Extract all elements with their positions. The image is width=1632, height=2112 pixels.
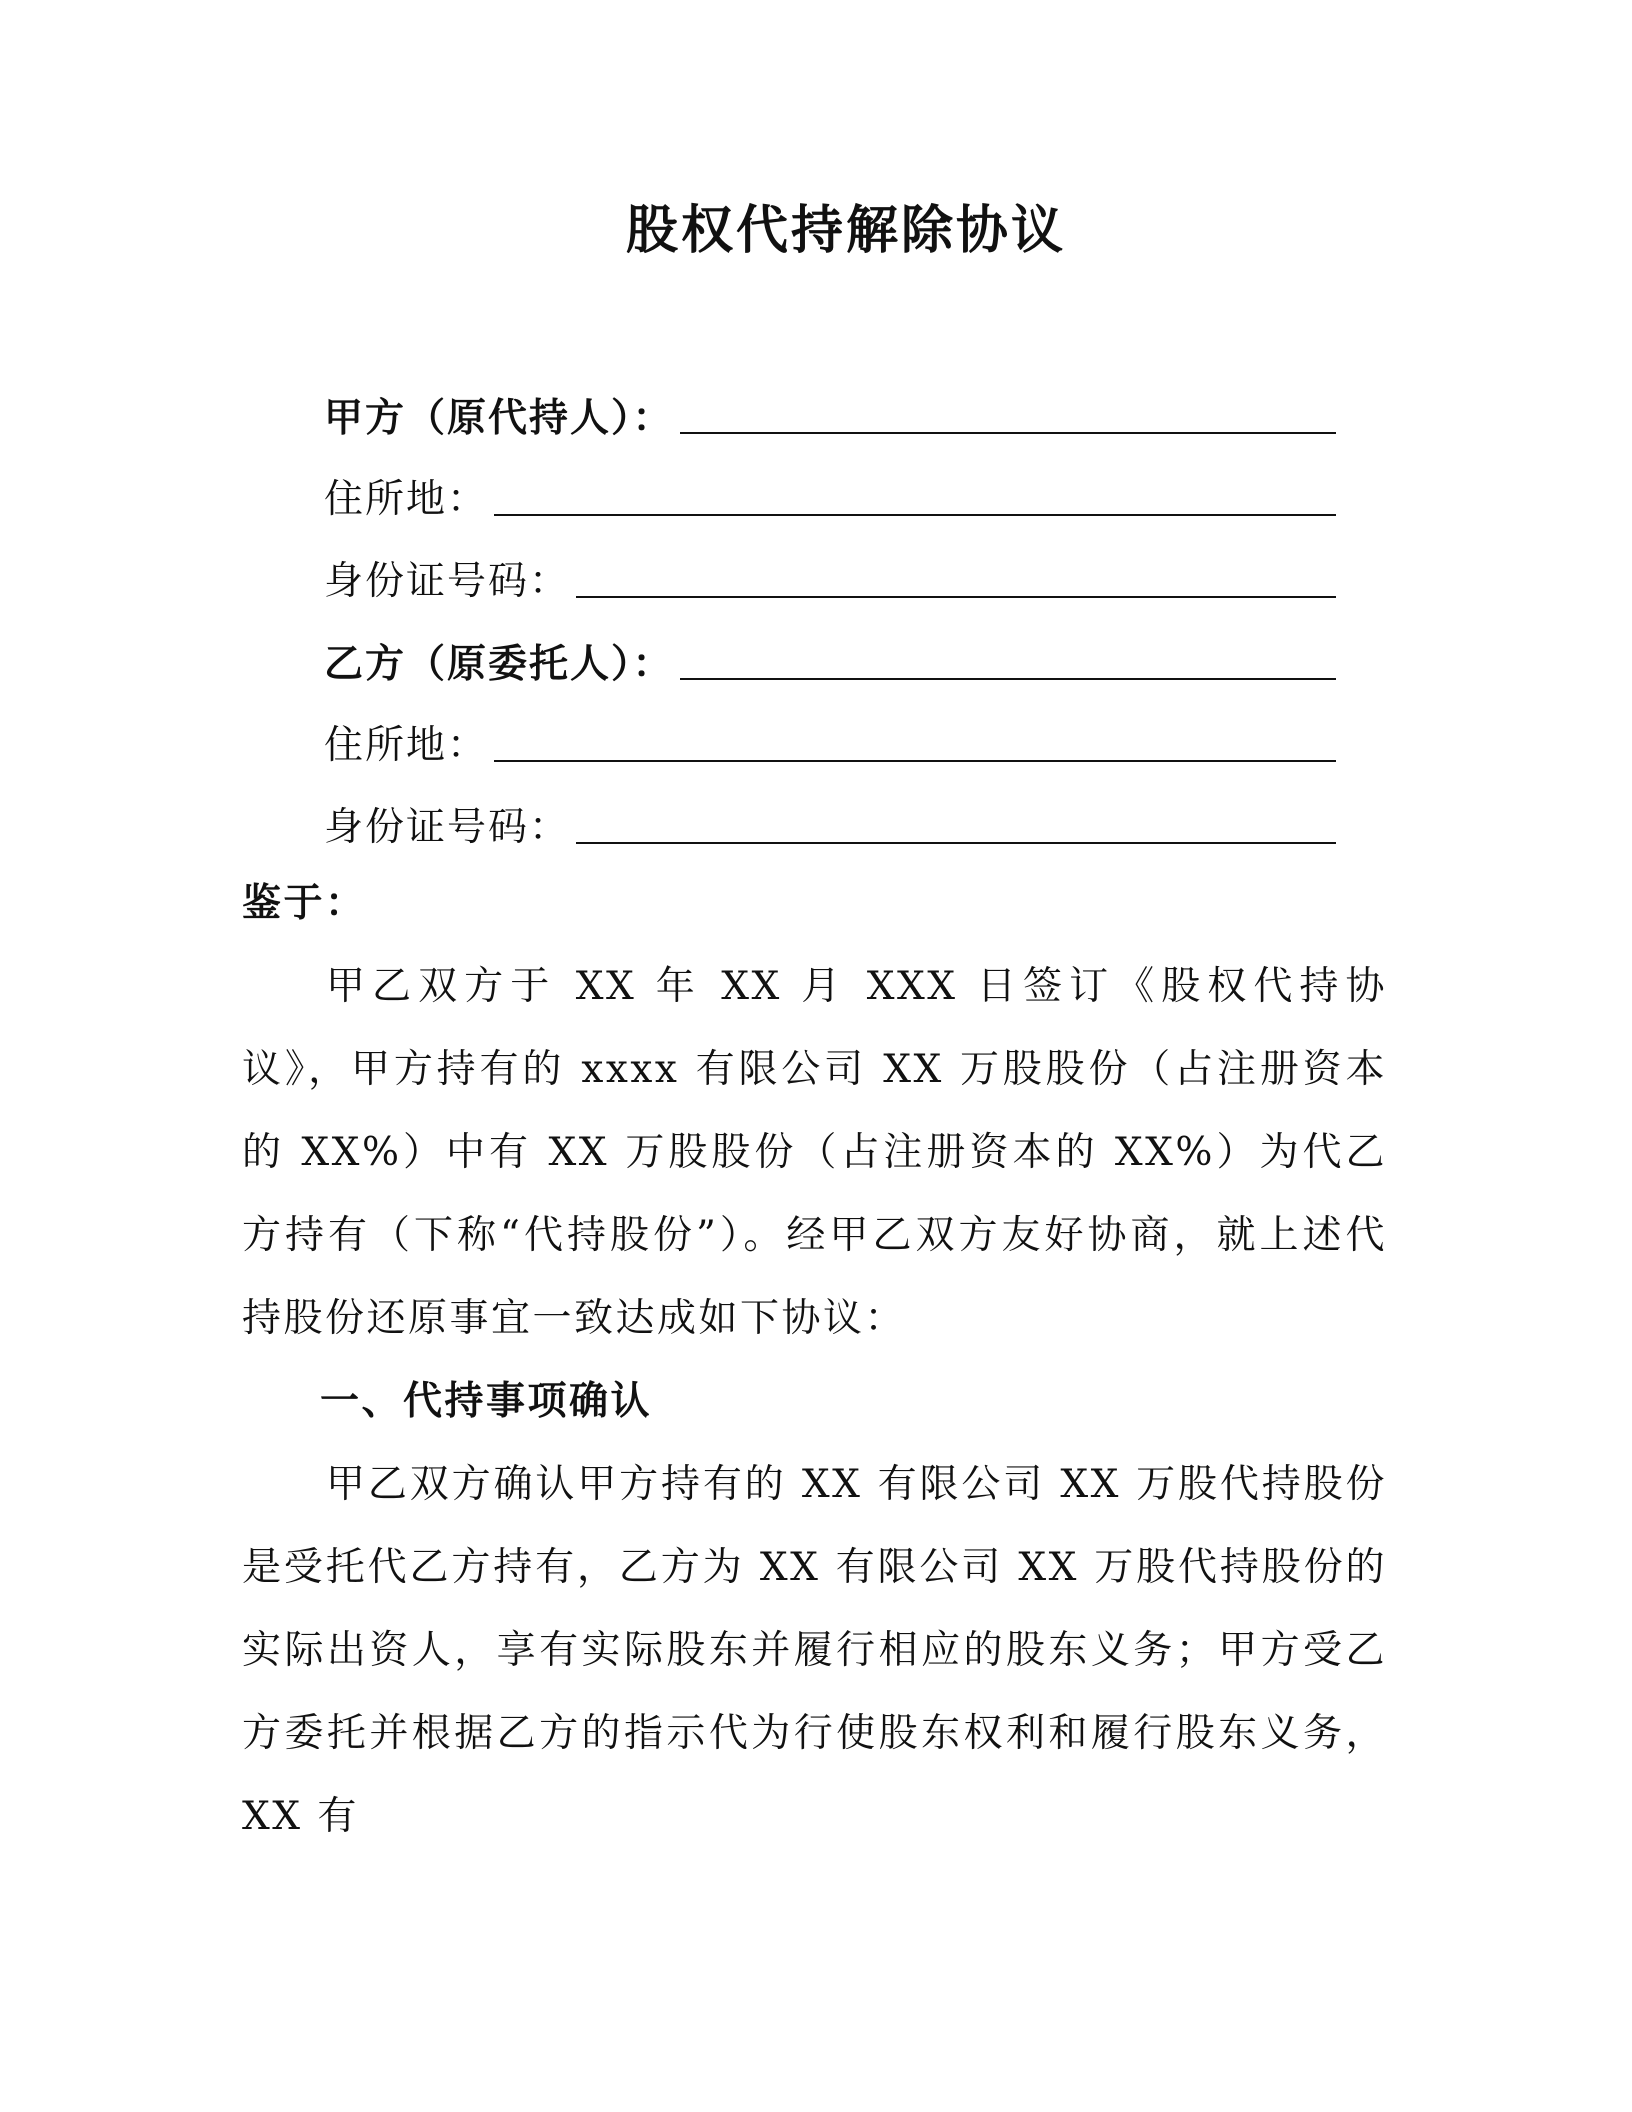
party-info-block [324,364,1336,856]
section-1-heading: 一、代持事项确认 [320,1378,653,1424]
document-title: 股权代持解除协议 [625,200,1066,261]
party-a-address-row [324,446,1336,528]
party-b-address-row [324,692,1336,774]
party-a-id-row [324,528,1336,610]
party-b-address-blank[interactable] [494,716,1336,762]
agreement-body [242,862,1387,1858]
party-b-address-label: 住所地： [324,723,489,768]
party-a-name-blank[interactable] [680,388,1336,434]
party-b-id-row [324,774,1336,856]
party-a-id-label: 身份证号码： [324,559,571,604]
whereas-label: 鉴于： [242,880,367,926]
party-a-label: 甲方（原代持人）： [324,395,674,441]
party-a-address-label: 住所地： [324,477,489,522]
party-a-id-blank[interactable] [576,552,1336,598]
section-1-paragraph: 甲乙双方确认甲方持有的 XX 有限公司 XX 万股代持股份是受托代乙方持有，乙方为 XX 有限公司 XX 万股代持股份的实际出资人，享有实际股东并履行相应的股东义务；甲方受乙方委托并根据乙方的指示代为行使股东权利和履行股东义务，XX 有 [242,1462,1387,1839]
party-a-name-row [324,364,1336,446]
party-b-label: 乙方（原委托人）： [324,641,674,687]
party-b-name-row [324,610,1336,692]
recital-paragraph: 甲乙双方于 XX 年 XX 月 XXX 日签订《股权代持协议》，甲方持有的 xxxx 有限公司 XX 万股股份（占注册资本的 XX%）中有 XX 万股股份（占注册资本的 XX%）为代乙方持有（下称“代持股份”）。经甲乙双方友好协商，就上述代持股份还原事宜一致达成如下协议： [242,964,1387,1341]
party-b-name-blank[interactable] [680,634,1336,680]
party-a-address-blank[interactable] [494,470,1336,516]
party-b-id-label: 身份证号码： [324,805,571,850]
party-b-id-blank[interactable] [576,798,1336,844]
